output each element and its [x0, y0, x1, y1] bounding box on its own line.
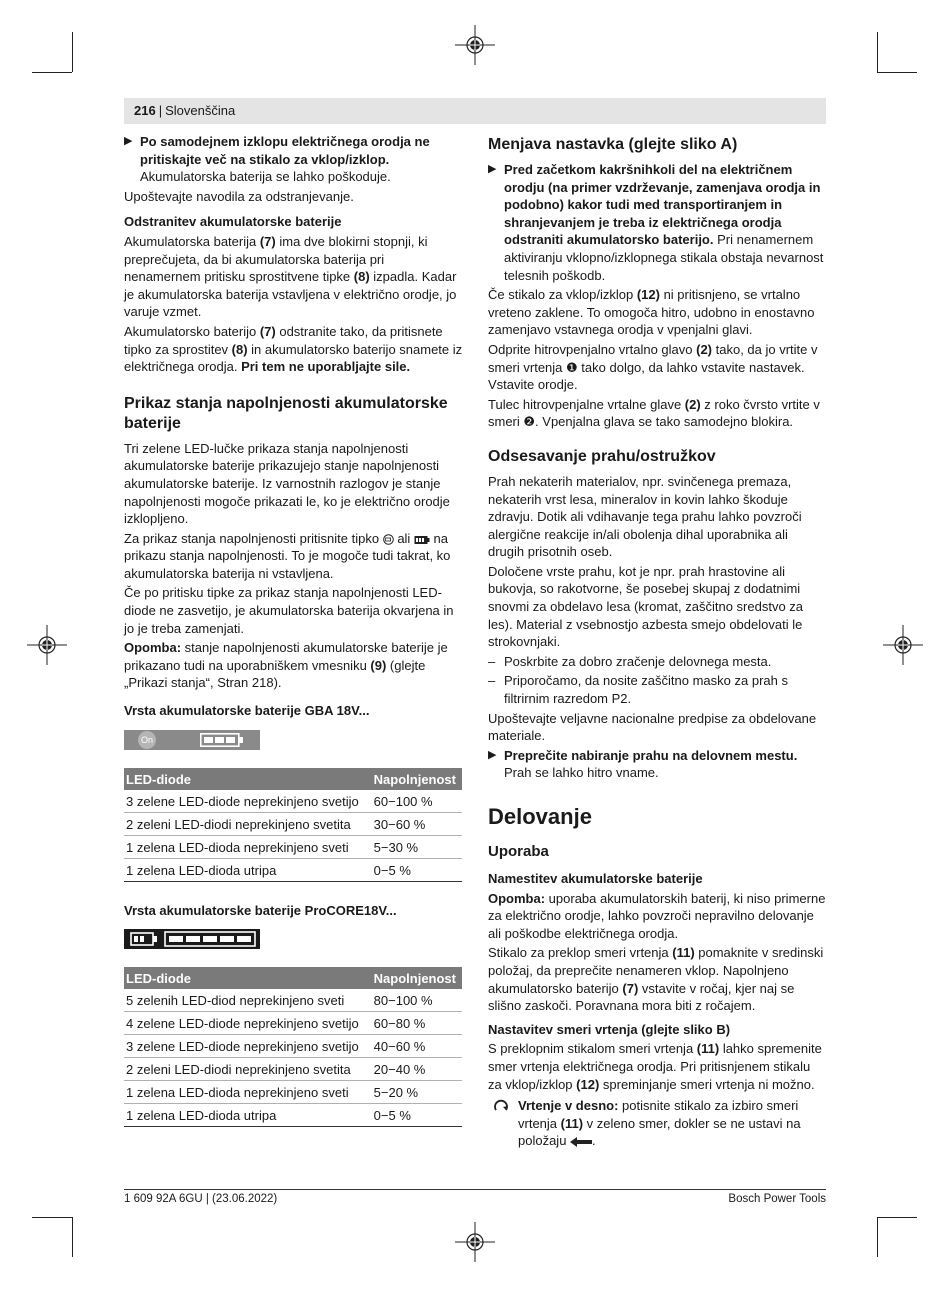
table-row: 1 zelena LED-dioda utripa 0−5 % [124, 1104, 462, 1127]
direction-paragraph: S preklopnim stikalom smeri vrtenja (11) lahko spremenite smer vrtenja električnega orodja. Pri pritisnjenem stikalu za vklop/izklop (12) spreminjanje smeri vrtenja ni možno. [488, 1041, 822, 1092]
table-row: 3 zelene LED-diode neprekinjeno svetijo 40−60 % [124, 1035, 462, 1058]
table-row: 2 zeleni LED-diodi neprekinjeno svetita 30−60 % [124, 812, 462, 835]
procore-table [124, 967, 462, 1127]
registration-mark-icon [883, 625, 923, 665]
table-row: 1 zelena LED-dioda utripa 0−5 % [124, 858, 462, 881]
battery-button-icon [383, 534, 394, 545]
dust-heading: Odsesavanje prahu/ostružkov [488, 447, 716, 465]
dust-warning-bullet: ▶ Preprečite nabiranje prahu na delovnem mestu. Prah se lahko hitro vname. [488, 747, 798, 781]
right-rotation-item: Vrtenje v desno: potisnite stikalo za izbiro smeri vrtenja (11) v zeleno smer, dokler se ne ustavi na položaju . [488, 1097, 826, 1150]
registration-mark-icon [455, 25, 495, 65]
table-row: 4 zelene LED-diode neprekinjeno svetijo 60−80 % [124, 1012, 462, 1035]
table-header: Napolnjenost [372, 967, 462, 989]
table-row: 1 zelena LED-dioda neprekinjeno sveti 5−20 % [124, 1081, 462, 1104]
dust-dash-item: – Priporočamo, da nosite zaščitno masko za prah s filtrirnim razredom P2. [488, 673, 788, 707]
registration-mark-icon [27, 625, 67, 665]
triangle-bullet-icon: ▶ [488, 163, 497, 175]
dust-paragraph-3: Upoštevajte veljavne nacionalne predpise za obdelovane materiale. [488, 710, 817, 744]
warning-bullet [124, 133, 464, 186]
gba-heading: Vrsta akumulatorske baterije GBA 18V... [124, 703, 370, 719]
battery-level-icon [414, 535, 430, 545]
table-row: 3 zelene LED-diode neprekinjeno svetijo 60−100 % [124, 790, 462, 813]
left-arrow-icon [570, 1137, 592, 1147]
page-header [124, 98, 826, 124]
crop-mark [877, 72, 917, 73]
remove-paragraph-1: Akumulatorska baterija (7) ima dve blokirni stopnji, ki preprečujeta, da bi akumulatorska baterija pri nenamernem pritisku sprostitvene tipke (8) izpadla. Kadar je akumulatorska baterija vstavljena v električno orodje, jo varuje vzmet. [124, 233, 457, 320]
remove-paragraph-2: Akumulatorsko baterijo (7) odstranite tako, da pritisnete tipko za sprostitev (8) in akumulatorsko baterijo snamete iz električnega orodja. Pri tem ne uporabljajte sile. [124, 323, 463, 375]
header-separator: | [158, 103, 163, 118]
right-column [488, 133, 826, 1150]
left-column [124, 133, 464, 1147]
table-header: LED-diode [124, 768, 372, 790]
tool-paragraph-3: Tulec hitrovpenjalne vrtalne glave (2) z roko čvrsto vrtite v smeri ❷. Vpenjalna glava se tako samodejno blokira. [488, 396, 820, 430]
table-row: 1 zelena LED-dioda neprekinjeno sveti 5−30 % [124, 835, 462, 858]
header-language: Slovenščina [165, 103, 236, 118]
crop-mark [877, 1217, 878, 1257]
triangle-bullet-icon: ▶ [124, 135, 133, 147]
procore-heading: Vrsta akumulatorske baterije ProCORE18V... [124, 902, 397, 918]
procore-display [124, 929, 260, 949]
procore-battery-icon [130, 932, 158, 946]
registration-mark-icon [455, 1222, 495, 1262]
crop-mark [72, 32, 73, 72]
footer-divider [124, 1189, 826, 1190]
footer-doc-id: 1 609 92A 6GU | (23.06.2022) [124, 1193, 278, 1205]
tool-warning-bullet: ▶ Pred začetkom kakršnihkoli del na električnem orodju (na primer vzdrževanje, zamenjava orodja in podobno) kakor tudi med transportiranjem in shranjevanjem je treba iz električnega orodja odstraniti akumulatorsko baterijo. Pri nenamernem aktiviranju vklopno/izklopnega stikala obstaja nevarnost telesnih poškodb. [488, 162, 824, 283]
dust-dash-item: – Poskrbite za dobro zračenje delovnega mesta. [488, 653, 772, 669]
crop-mark [877, 32, 878, 72]
gba-display [124, 730, 260, 750]
charge-paragraph-2: Za prikaz stanja napolnjenosti pritisnite tipko ali na prikazu stanja napolnjenosti. To je mogoče tudi takrat, ko akumulatorska baterija ni vstavljena. [124, 530, 451, 581]
table-row: 5 zelenih LED-diod neprekinjeno sveti 80−100 % [124, 989, 462, 1012]
crop-mark [72, 1217, 73, 1257]
on-button-icon: On [138, 731, 156, 749]
direction-heading: Nastavitev smeri vrtenja (glejte sliko B) [488, 1021, 731, 1037]
warning-text: Akumulatorska baterija se lahko poškoduje. [140, 169, 391, 185]
charge-note: Opomba: stanje napolnjenosti akumulatorske baterije je prikazano tudi na uporabniškem vmesniku (9) (glejte „Prikazi stanja“, Stran 218). [124, 640, 448, 691]
charge-state-heading: Prikaz stanja napolnjenosti akumulatorske baterije [124, 394, 448, 432]
procore-led-indicator-icon [164, 931, 256, 947]
crop-mark [32, 72, 72, 73]
remove-battery-heading: Odstranitev akumulatorske baterije [124, 214, 342, 230]
use-heading: Uporaba [488, 843, 549, 860]
gba-led-indicator-icon [200, 733, 244, 747]
charge-paragraph-1: Tri zelene LED-lučke prikaza stanja napolnjenosti akumulatorske baterije prikazujejo stanje napolnjenosti akumulatorske baterije. Iz varnostnih razlogov je stanje napolnjenosti mogoče prikazati le, ko je električno orodje izklopljeno. [124, 440, 450, 527]
crop-mark [32, 1217, 72, 1218]
table-row: 2 zeleni LED-diodi neprekinjeno svetita 20−40 % [124, 1058, 462, 1081]
page-number: 216 [134, 103, 156, 118]
charge-paragraph-3: Če po pritisku tipke za prikaz stanja napolnjenosti LED-diode ne zasvetijo, je akumulatorska baterija okvarjena in jo je treba zamenjati. [124, 585, 454, 636]
insert-battery-heading: Namestitev akumulatorske baterije [488, 871, 703, 886]
insert-note: Opomba: uporaba akumulatorskih baterij, ki niso primerne za električno orodje, lahko povzroči nepravilno delovanje ali poškodbe električnega orodja. [488, 890, 826, 941]
warning-bold-text: Po samodejnem izklopu električnega orodja ne pritiskajte več na stikalo za vklop/izklop. [140, 134, 430, 167]
operation-heading: Delovanje [488, 804, 592, 829]
triangle-bullet-icon: ▶ [488, 748, 497, 761]
gba-table [124, 768, 462, 882]
dust-paragraph-2: Določene vrste prahu, kot je npr. prah hrastovine ali bukovja, so rakotvorne, še posebej skupaj z dodatnimi snovmi za obdelavo lesa (kromat, zaščitno sredstvo za les). Material z vsebnostjo azbesta smejo obdelovati le strokovnjaki. [488, 563, 804, 650]
tool-paragraph-1: Če stikalo za vklop/izklop (12) ni pritisnjeno, se vrtalno vreteno zaklene. To omogoča hitro, udobno in enostavno zamenjavo vstavnega orodja v vpenjalni glavi. [488, 287, 815, 338]
footer-brand: Bosch Power Tools [728, 1193, 826, 1205]
table-header: Napolnjenost [372, 768, 462, 790]
instructions-paragraph: Upoštevajte navodila za odstranjevanje. [124, 188, 354, 204]
insert-paragraph: Stikalo za preklop smeri vrtenja (11) pomaknite v sredinski položaj, da preprečite nenameren vklop. Napolnjeno akumulatorsko baterijo (7) vstavite v ročaj, kjer naj se slišno zaskoči. Poravnana mora biti z ročajem. [488, 945, 824, 1014]
table-header: LED-diode [124, 967, 372, 989]
crop-mark [877, 1217, 917, 1218]
tool-paragraph-2: Odprite hitrovpenjalno vrtalno glavo (2) tako, da jo vrtite v smeri vrtenja ❶ tako dolgo, da lahko vstavite nastavek. Vstavite orodje. [488, 341, 818, 393]
dust-paragraph-1: Prah nekaterih materialov, npr. svinčenega premaza, nekaterih vrst lesa, mineralov in kovin lahko škoduje zdravju. Dotik ali vdihavanje tega prahu lahko povzroči alergične reakcije in/ali obolenja dihal uporabnika ali drugih prisotnih oseb. [488, 473, 802, 560]
tool-change-heading: Menjava nastavka (glejte sliko A) [488, 136, 738, 153]
clockwise-rotation-icon [492, 1098, 510, 1114]
